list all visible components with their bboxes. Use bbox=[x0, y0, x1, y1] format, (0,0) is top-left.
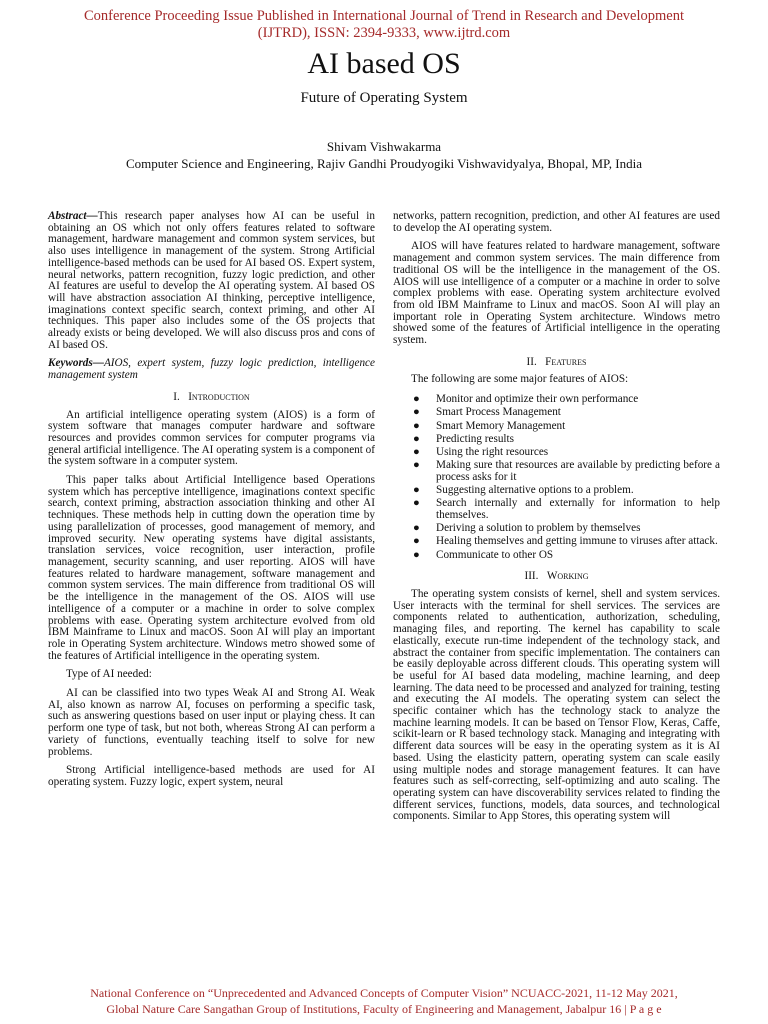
section-heading-working bbox=[393, 571, 720, 583]
intro-paragraph-4: AI can be classified into two types Weak AI and Strong AI. Weak AI, also known as narrow AI, focuses on performing a specific task, such as answering questions based on user input or playing chess. It can perform one type of task, but not both, whereas Strong AI can perform a variety of functions, eventually teaching itself to solve for new problems. bbox=[48, 687, 375, 758]
list-item: ● Monitor and optimize their own performance bbox=[413, 393, 639, 406]
bullet-icon: ● bbox=[413, 445, 420, 458]
list-item: ● Deriving a solution to problem by themselves bbox=[413, 522, 641, 535]
section-title: Introduction bbox=[188, 390, 250, 403]
journal-header-line-2: (IJTRD), ISSN: 2394-9333, www.ijtrd.com bbox=[257, 25, 511, 41]
conference-footer bbox=[0, 985, 768, 1017]
bullet-icon: ● bbox=[413, 393, 420, 406]
intro-paragraph-2: This paper talks about Artificial Intelligence based Operations system which has perceptive intelligence, imaginations context specific search, context priming, abstraction association thinking and other AI techniques. These methods help in cutting down the operation time by using parallelization of processes, good management of memory, and improved security. New operating systems have digital assistants, translation services, voice recognition, user interaction, profile management, security scanning, and user reporting. AIOS will have features related to hardware management, software management and common system services. The main difference from traditional OS will be the intelligence in the management of the OS. AIOS will use intelligence of a computer or a machine in order to solve complex problems with ease. Operating system architecture evolved from old IBM Mainframe to Linux and macOS. Soon AI will play an important role in Operating System architecture. Windows metro showed some of the features of Artificial intelligence in the operating system. bbox=[48, 474, 375, 662]
list-item: ● Making sure that resources are available by predicting before a process asks for it bbox=[413, 459, 720, 483]
right-paragraph-1: networks, pattern recognition, prediction, and other AI features are used to develop the AI operating system. bbox=[393, 210, 720, 234]
list-item: ● Using the right resources bbox=[413, 445, 549, 458]
bullet-icon: ● bbox=[413, 497, 420, 510]
working-paragraph-1: The operating system consists of kernel, shell and system services. User interacts with the terminal for shell services. The services are components related to authentication, authorization, scheduling, managing files, and reporting. The kernel has capability to scale elastically, execute run-time independent of the technology stack, and abstract the container from specific implementation. The containers can be easily deployable across different clouds. This operating system will be useful for AI based data modeling, machine learning, and deep learning. The data need to be processed and analyzed for training, testing and executing the AI models. The operating system can select the specific container which has the technology stack to analyze the machine learning models. It can be based on Tensor Flow, Keras, Caffe, scikit-learn or R based technology stack. Managing and integrating with different data sources will be easy in the operating system as it is AI based. Using the elasticity pattern, operating system can scale easily using multiple nodes and storage management features. It can have features such as self-correcting, self-optimizing and auto scaling. The operating system can have discoverability services related to finding the different services, functions, models, data sources, and technological components. Similar to App Stores, this operating system will bbox=[393, 587, 720, 823]
bullet-icon: ● bbox=[413, 459, 420, 472]
keywords-label: Keywords— bbox=[48, 357, 104, 370]
abstract-label: Abstract— bbox=[48, 210, 98, 222]
features-intro: The following are some major features of AIOS: bbox=[411, 373, 629, 386]
list-item: ● Smart Memory Management bbox=[413, 419, 566, 432]
bullet-icon: ● bbox=[413, 419, 420, 432]
bullet-icon: ● bbox=[413, 522, 420, 535]
section-title: Features bbox=[545, 355, 587, 368]
section-heading-features bbox=[393, 357, 720, 369]
bullet-icon: ● bbox=[413, 406, 420, 419]
list-item: ● Healing themselves and getting immune to viruses after attack. bbox=[413, 535, 718, 548]
right-paragraph-2: AIOS will have features related to hardware management, software management and common system services. The main difference from traditional OS will be the intelligence in the management of the OS. AIOS will use intelligence of a computer or a machine in order to solve complex problems with ease. Operating system architecture evolved from old IBM Mainframe to Linux and macOS. Soon AI will play an important role in Operating System architecture. Windows metro showed some of the features of Artificial intelligence in the operating system. bbox=[393, 240, 720, 347]
list-item: ● Smart Process Management bbox=[413, 406, 561, 419]
abstract-text: This research paper analyses how AI can be useful in obtaining an OS which not only offers features related to software management, hardware management and common system services, but also uses intelligence in management of the system. Strong Artificial intelligence-based methods can be used for AI based OS. Expert system, neural networks, pattern recognition, fuzzy logic prediction, and other AI features are useful to develop the AI operating system. AI based OS will have abstraction association AI thinking, perceptive intelligence, imaginations context specific search, context priming, and other AI techniques. This paper also includes some of the OS projects that already exists or being developed. We will also discuss pros and cons of AI based OS. bbox=[48, 210, 375, 351]
journal-header bbox=[0, 8, 768, 42]
list-item: ● Communicate to other OS bbox=[413, 548, 554, 561]
section-number: I. bbox=[173, 390, 180, 403]
section-heading-introduction bbox=[48, 392, 375, 404]
journal-header-line-1: Conference Proceeding Issue Published in International Journal of Trend in Research and Development bbox=[84, 8, 684, 24]
abstract bbox=[48, 211, 375, 351]
section-number: III. bbox=[524, 570, 539, 583]
list-item: ● Suggesting alternative options to a problem. bbox=[413, 484, 634, 497]
bullet-icon: ● bbox=[413, 548, 420, 561]
bullet-icon: ● bbox=[413, 432, 420, 445]
features-list bbox=[393, 394, 720, 561]
list-item: ● Predicting results bbox=[413, 432, 514, 445]
paper-subtitle: Future of Operating System bbox=[300, 90, 468, 106]
keywords-text: AIOS, expert system, fuzzy logic prediction, intelligence management system bbox=[48, 357, 375, 382]
right-column bbox=[393, 211, 720, 830]
footer-line-1: National Conference on “Unprecedented and Advanced Concepts of Computer Vision” NCUACC-2021, 11-12 May 2021, bbox=[90, 986, 678, 1000]
intro-paragraph-3: Type of AI needed: bbox=[66, 668, 152, 681]
list-item: ● Search internally and externally for information to help themselves. bbox=[413, 497, 720, 521]
intro-paragraph-5: Strong Artificial intelligence-based methods are used for AI operating system. Fuzzy logic, expert system, neural bbox=[48, 764, 375, 788]
author-name: Shivam Vishwakarma bbox=[326, 139, 442, 154]
section-number: II. bbox=[526, 355, 537, 368]
paper-title: AI based OS bbox=[307, 47, 461, 80]
keywords bbox=[48, 358, 375, 381]
footer-line-2: Global Nature Care Sangathan Group of Institutions, Faculty of Engineering and Management, Jabalpur 16 | P a g e bbox=[106, 1002, 662, 1016]
author-affiliation: Computer Science and Engineering, Rajiv Gandhi Proudyogiki Vishwavidyalya, Bhopal, MP, India bbox=[125, 156, 642, 171]
intro-paragraph-1: An artificial intelligence operating system (AIOS) is a form of system software that manages computer hardware and software resources and provides common services for computer programs via general artificial intelligence. The AI operating system is a component of the system software in a computer system. bbox=[48, 408, 375, 468]
left-column bbox=[48, 211, 375, 796]
bullet-icon: ● bbox=[413, 484, 420, 497]
section-title: Working bbox=[546, 570, 589, 583]
bullet-icon: ● bbox=[413, 535, 420, 548]
